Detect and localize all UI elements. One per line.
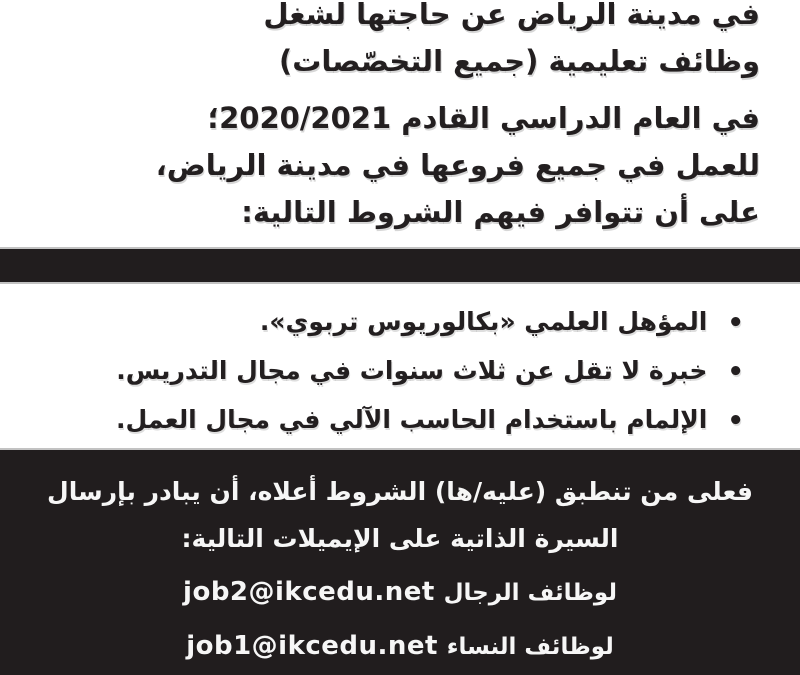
requirement-item — [20, 347, 744, 396]
email-row-women — [0, 623, 800, 670]
intro-line: وظائف تعليمية (جميع التخصّصات) — [279, 44, 760, 78]
email-label-women: لوظائف النساء — [446, 634, 614, 660]
intro-section — [0, 0, 800, 247]
intro-line: للعمل في جميع فروعها في مدينة الرياض، — [155, 148, 760, 182]
email-label-men: لوظائف الرجال — [443, 580, 617, 606]
requirement-item — [20, 298, 744, 347]
email-address-men: job2@ikcedu.net — [183, 577, 435, 607]
requirement-text: خبرة لا تقل عن ثلاث سنوات في مجال التدريس. — [116, 356, 708, 385]
requirements-list — [20, 298, 744, 445]
footer-instruction-line: فعلى من تنطبق (عليه/ها) الشروط أعلاه، أن يبادر بإرسال — [47, 477, 753, 506]
requirement-text: الإلمام باستخدام الحاسب الآلي في مجال العمل. — [116, 405, 708, 434]
email-row-men — [0, 569, 800, 616]
bullet-icon: • — [727, 357, 744, 387]
footer-instruction-line: السيرة الذاتية على الإيميلات التالية: — [181, 524, 619, 553]
footer-section — [0, 448, 800, 675]
requirement-item — [20, 396, 744, 445]
requirement-text: المؤهل العلمي «بكالوريوس تربوي». — [259, 307, 708, 336]
intro-line-conditions-lead: على أن تتوافر فيهم الشروط التالية: — [241, 195, 760, 229]
email-address-women: job1@ikcedu.net — [186, 631, 438, 661]
bullet-icon: • — [727, 406, 744, 436]
requirements-section — [0, 284, 800, 448]
intro-line: في مدينة الرياض عن حاجتها لشغل — [263, 0, 760, 31]
bullet-icon: • — [727, 308, 744, 338]
separator-band — [0, 247, 800, 284]
intro-line-academic-year: في العام الدراسي القادم 2020/2021؛ — [207, 101, 760, 135]
